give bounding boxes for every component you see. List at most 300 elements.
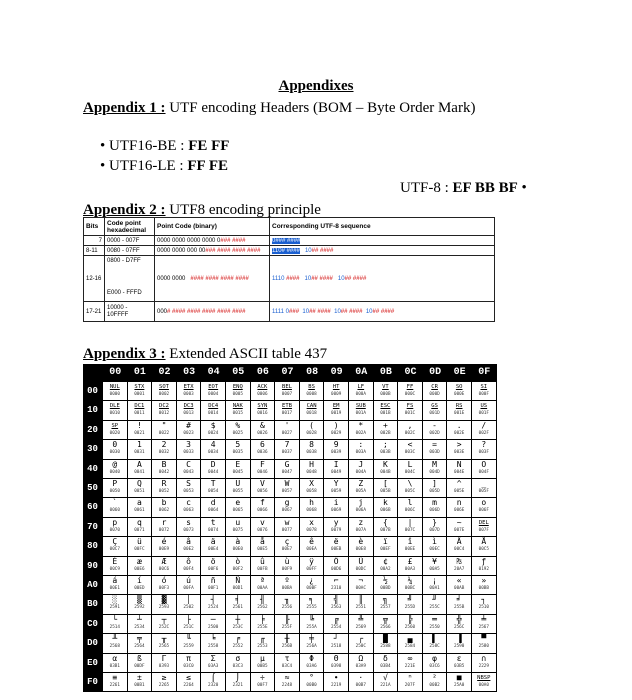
ascii-glyph: y — [333, 517, 339, 527]
ascii-cell — [201, 595, 225, 613]
ascii-code: 001C — [404, 411, 416, 417]
ascii-glyph: CAN — [306, 403, 317, 410]
ascii-cell — [300, 654, 324, 672]
ascii-code: 256C — [454, 624, 465, 630]
ascii-code: 00E8 — [355, 547, 366, 553]
ascii-code: 00F4 — [183, 566, 194, 572]
ascii-cell — [251, 557, 275, 575]
ascii-cell — [275, 615, 299, 633]
ascii-glyph: ▓ — [161, 595, 167, 605]
ascii-cell — [300, 440, 324, 458]
ascii-glyph: ╥ — [161, 634, 167, 644]
ascii-glyph: ö — [210, 556, 216, 566]
ascii-glyph: Ö — [333, 556, 339, 566]
ascii-glyph: Y — [333, 479, 339, 488]
ascii-glyph: P — [112, 479, 118, 488]
ascii-cell — [324, 537, 348, 555]
ascii-glyph: ¬ — [358, 576, 364, 585]
ascii-glyph: ⌡ — [235, 673, 241, 682]
ascii-code: 00A1 — [429, 586, 440, 591]
ascii-cell — [103, 537, 127, 555]
ascii-cell — [275, 634, 299, 652]
ascii-glyph: ü — [136, 537, 142, 547]
ascii-code: 255E — [257, 624, 268, 630]
ascii-cell — [103, 440, 127, 458]
utf8-bom: UTF-8 : EF BB BF • — [400, 180, 527, 196]
ascii-glyph: ╝ — [407, 595, 413, 605]
ascii-code: 251C — [183, 624, 194, 630]
row-header: D0 — [87, 638, 98, 649]
ascii-code: 2555 — [306, 605, 317, 611]
encoding-row — [84, 302, 495, 322]
ascii-glyph: m — [432, 498, 437, 508]
ascii-cell — [152, 615, 176, 633]
ascii-cell — [152, 557, 176, 575]
ascii-glyph: ú — [186, 576, 191, 585]
ascii-code: 2518 — [331, 644, 342, 650]
ascii-code: 2551 — [355, 605, 366, 611]
ascii-code: 2500 — [208, 624, 219, 630]
ascii-code: 0044 — [208, 469, 219, 475]
encoding-header-row — [84, 218, 495, 236]
ascii-code: 0398 — [331, 663, 342, 669]
ascii-code: 006D — [429, 508, 440, 514]
ascii-code: 003C — [404, 450, 416, 456]
ascii-code: 20A7 — [454, 566, 465, 572]
ascii-cell — [177, 518, 201, 536]
ascii-glyph: ⌐ — [333, 576, 339, 585]
ascii-cell — [300, 673, 324, 691]
ascii-glyph: DC1 — [134, 403, 145, 410]
ascii-glyph: D — [210, 459, 216, 469]
row-header: E0 — [87, 657, 98, 668]
ascii-cell — [398, 518, 422, 536]
ascii-code: 0004 — [208, 392, 219, 397]
ascii-cell — [324, 421, 348, 439]
ascii-code: 00F1 — [208, 586, 219, 591]
ascii-code: 255A — [306, 624, 317, 630]
ascii-cell — [177, 479, 201, 497]
utf8-encoding-table — [83, 217, 495, 322]
ascii-glyph: α — [112, 653, 118, 663]
ascii-cell — [300, 401, 324, 419]
ascii-glyph: V — [259, 479, 265, 488]
ascii-cell — [374, 673, 398, 691]
ascii-code: 0071 — [134, 527, 145, 533]
ascii-glyph: 5 — [235, 440, 241, 450]
ascii-cell — [447, 498, 471, 516]
ascii-cell — [398, 479, 422, 497]
ascii-cell — [300, 537, 324, 555]
ascii-glyph: ⁿ — [407, 673, 413, 682]
ascii-cell — [349, 595, 373, 613]
ascii-code: 00C7 — [109, 547, 120, 553]
row-header: 80 — [87, 541, 98, 552]
ascii-glyph: £ — [407, 556, 413, 566]
appendix1-label: Appendix 1 : — [83, 100, 166, 116]
ascii-glyph: ╒ — [235, 634, 241, 644]
ascii-code: 005C — [404, 489, 416, 494]
ascii-glyph: ░ — [112, 595, 118, 605]
ascii-cell — [423, 615, 447, 633]
ascii-glyph: ] — [432, 479, 437, 488]
ascii-code: 0013 — [183, 411, 194, 417]
ascii-glyph: @ — [112, 459, 118, 469]
ascii-glyph: ( — [309, 420, 314, 430]
ascii-code: 2584 — [404, 644, 416, 650]
column-header: 0A — [355, 367, 368, 378]
ascii-code: 0025 — [232, 430, 243, 436]
row-header: 60 — [87, 502, 98, 513]
ascii-cell — [251, 479, 275, 497]
ascii-code: 00B5 — [257, 663, 268, 669]
utf16le-value: FF FE — [187, 158, 229, 174]
ascii-code: 003E — [454, 450, 465, 456]
ascii-glyph: Ç — [112, 537, 118, 547]
ascii-cell — [423, 518, 447, 536]
ascii-glyph: DLE — [109, 403, 120, 410]
ascii-cell — [226, 498, 250, 516]
appendix1-text: UTF encoding Headers (BOM – Byte Order Mark) — [165, 100, 476, 116]
ascii-glyph: I — [333, 459, 339, 469]
ascii-cell — [251, 440, 275, 458]
ascii-glyph: ÿ — [309, 556, 314, 566]
ascii-cell — [349, 498, 373, 516]
ascii-glyph: ┴ — [136, 614, 142, 624]
appendix3-text: Extended ASCII table 437 — [165, 346, 328, 362]
ascii-cell — [128, 421, 152, 439]
ascii-code: 255C — [429, 605, 440, 611]
ascii-glyph: r — [161, 517, 167, 527]
ascii-cell — [374, 615, 398, 633]
ascii-cell — [472, 498, 496, 516]
encoding-row — [84, 236, 495, 246]
ascii-cell — [275, 537, 299, 555]
ascii-glyph: u — [235, 517, 241, 527]
ascii-cell — [374, 654, 398, 672]
ascii-code: 2310 — [331, 586, 342, 591]
ascii-cell — [177, 401, 201, 419]
ascii-cell — [128, 460, 152, 478]
ascii-glyph: ) — [333, 420, 339, 430]
ascii-cell — [103, 401, 127, 419]
ascii-cell — [201, 460, 225, 478]
ascii-cell — [472, 537, 496, 555]
ascii-code: 0075 — [232, 527, 243, 533]
ascii-code: 0007 — [281, 392, 293, 397]
ascii-cell — [226, 595, 250, 613]
appendix3-label: Appendix 3 : — [83, 346, 166, 362]
ascii-glyph: ╢ — [259, 595, 265, 605]
ascii-cell — [374, 498, 398, 516]
ascii-cell — [472, 518, 496, 536]
ascii-glyph: 4 — [210, 440, 216, 450]
utf8-value: EF BB BF — [452, 180, 518, 196]
appendix1-heading — [83, 98, 603, 119]
ascii-glyph: ï — [382, 537, 388, 547]
ascii-code: 007B — [380, 527, 391, 533]
ascii-cell — [103, 576, 127, 594]
ascii-cell — [251, 401, 275, 419]
ascii-glyph: ═ — [432, 614, 437, 624]
ascii-glyph: ì — [432, 537, 437, 547]
ascii-code: 00B0 — [306, 683, 317, 688]
ascii-code: 00BF — [306, 586, 317, 591]
ascii-glyph: â — [186, 537, 191, 547]
header-bits: Bits — [84, 218, 105, 236]
ascii-code: 2552 — [232, 644, 243, 650]
ascii-glyph: : — [358, 440, 364, 450]
ascii-cell — [275, 557, 299, 575]
ascii-code: 2219 — [331, 683, 342, 688]
utf16be-name: UTF16-BE : — [109, 138, 185, 154]
ascii-code: 0039 — [331, 450, 342, 456]
ascii-glyph: Ä — [456, 537, 462, 547]
ascii-code: 0043 — [183, 469, 194, 475]
ascii-code: 00EA — [306, 547, 317, 553]
column-header: 0D — [429, 367, 442, 378]
ascii-cell — [398, 460, 422, 478]
ascii-glyph: æ — [136, 556, 142, 566]
ascii-cell — [423, 401, 447, 419]
ascii-glyph: Φ — [309, 653, 314, 663]
ascii-glyph: K — [382, 459, 388, 469]
appendix2-label: Appendix 2 : — [83, 202, 166, 218]
ascii-glyph: NBSP — [477, 675, 491, 681]
ascii-cell — [226, 421, 250, 439]
ascii-code: 0054 — [208, 489, 219, 494]
ascii-code: 00FC — [134, 547, 145, 553]
ascii-code: 0059 — [331, 489, 342, 494]
ascii-glyph: BS — [308, 384, 315, 390]
ascii-code: 0019 — [331, 411, 342, 417]
ascii-glyph: 0 — [112, 440, 118, 450]
ascii-cell — [423, 460, 447, 478]
ascii-code: 0009 — [331, 392, 342, 397]
ascii-code: 2320 — [208, 683, 219, 688]
ascii-cell — [324, 634, 348, 652]
ascii-glyph: ≤ — [186, 673, 191, 682]
ascii-code: 000E — [454, 392, 465, 397]
ascii-cell — [324, 401, 348, 419]
ascii-glyph: % — [235, 420, 241, 430]
ascii-cell — [152, 421, 176, 439]
column-header: 0C — [404, 367, 417, 378]
ascii-glyph: á — [112, 576, 118, 585]
ascii-glyph: ∞ — [407, 653, 413, 663]
ascii-glyph: ┐ — [481, 595, 487, 605]
ascii-code: 0000 — [109, 392, 120, 397]
ascii-cell — [201, 615, 225, 633]
ascii-code: 00C5 — [478, 547, 489, 553]
ascii-code: 002C — [404, 430, 416, 436]
ascii-cell — [398, 576, 422, 594]
ascii-cell — [398, 673, 422, 691]
ascii-code: 0006 — [257, 392, 268, 397]
ascii-glyph: ┌ — [358, 634, 364, 644]
ascii-glyph: FS — [406, 403, 414, 410]
ascii-code: 0023 — [183, 430, 194, 436]
ascii-glyph: SO — [455, 384, 463, 390]
ascii-cell — [324, 576, 348, 594]
ascii-cell — [152, 537, 176, 555]
ascii-cell — [374, 634, 398, 652]
ascii-code: 00E6 — [134, 566, 145, 572]
ascii-glyph: _ — [481, 479, 487, 488]
appendix3-heading — [83, 344, 603, 365]
ascii-cell — [275, 654, 299, 672]
ascii-code: 005A — [355, 489, 366, 494]
ascii-code: 0031 — [134, 450, 145, 456]
ascii-glyph: BEL — [282, 384, 292, 390]
ascii-cell — [472, 615, 496, 633]
ascii-code: 005E — [454, 489, 465, 494]
ascii-cell — [152, 460, 176, 478]
ascii-cell — [423, 634, 447, 652]
ascii-glyph: < — [407, 440, 413, 450]
ascii-glyph: | — [407, 517, 413, 527]
ascii-glyph: . — [456, 420, 462, 430]
ascii-code: 2229 — [478, 663, 489, 669]
ascii-cell — [472, 576, 496, 594]
ascii-glyph: « — [456, 576, 462, 585]
ascii-glyph: 8 — [309, 440, 314, 450]
ascii-code: 0035 — [232, 450, 243, 456]
ascii-cell — [472, 440, 496, 458]
ascii-glyph: US — [480, 403, 488, 410]
ascii-code: 007A — [355, 527, 366, 533]
column-header: 0E — [453, 367, 466, 378]
ascii-cell — [447, 654, 471, 672]
ascii-cell — [472, 654, 496, 672]
ascii-code: 0034 — [208, 450, 219, 456]
ascii-glyph: ; — [382, 440, 388, 450]
ascii-code: 003F — [478, 450, 489, 456]
ascii-cell — [349, 401, 373, 419]
ascii-cell — [374, 460, 398, 478]
ascii-code: 003D — [429, 450, 440, 456]
ascii-code: 0024 — [208, 430, 219, 436]
ascii-glyph: ├ — [186, 614, 191, 624]
ascii-code: 00C4 — [454, 547, 465, 553]
row-header: C0 — [87, 618, 98, 629]
ascii-glyph: ╡ — [235, 595, 241, 605]
row-header: 00 — [87, 386, 98, 396]
ascii-cell — [177, 557, 201, 575]
ascii-cell — [447, 518, 471, 536]
ascii-code: 00E5 — [257, 547, 268, 553]
ascii-code: 0032 — [158, 450, 170, 456]
ascii-glyph: & — [259, 420, 265, 430]
ascii-code: 002A — [355, 430, 366, 436]
ascii-cell — [349, 518, 373, 536]
ascii-glyph: ╓ — [259, 634, 265, 644]
ascii-glyph: ÷ — [259, 673, 265, 682]
ascii-glyph: Ü — [358, 556, 364, 566]
ascii-cell — [152, 576, 176, 594]
bullet-utf16be: • UTF16-BE : FE FF — [100, 138, 230, 154]
ascii-glyph: ñ — [210, 576, 216, 585]
ascii-cell — [398, 634, 422, 652]
column-header: 00 — [109, 367, 122, 378]
ascii-cell — [128, 557, 152, 575]
ascii-code: 2580 — [478, 644, 489, 650]
ascii-glyph: p — [112, 517, 118, 527]
ascii-code: 0070 — [109, 527, 120, 533]
ascii-cell — [201, 440, 225, 458]
ascii-cell — [275, 460, 299, 478]
ascii-glyph: x — [309, 517, 314, 527]
ascii-code: 006F — [478, 508, 489, 514]
row-header: F0 — [87, 677, 98, 687]
ascii-cell — [177, 634, 201, 652]
ascii-cell — [398, 654, 422, 672]
ascii-glyph: EM — [332, 403, 340, 410]
header-codepoint: Code point hexadecimal — [105, 218, 155, 236]
ascii-cell — [177, 654, 201, 672]
ascii-cell — [251, 518, 275, 536]
ascii-code: 2534 — [134, 624, 145, 630]
ascii-cell — [472, 557, 496, 575]
ascii-glyph: , — [407, 420, 413, 430]
ascii-cell — [447, 421, 471, 439]
ascii-glyph: ¡ — [432, 576, 437, 585]
ascii-glyph: µ — [259, 653, 265, 663]
row-header: 40 — [87, 463, 98, 474]
ascii-code: 00D1 — [232, 586, 243, 591]
ascii-code: 001A — [355, 411, 366, 417]
ascii-code: 2261 — [109, 683, 120, 688]
ascii-code: 00A5 — [429, 566, 440, 572]
ascii-glyph: ╖ — [284, 595, 290, 605]
ascii-cell — [201, 401, 225, 419]
ascii-cell — [152, 634, 176, 652]
ascii-code: 0060 — [109, 508, 120, 514]
appendix2-text: UTF8 encoding principle — [165, 202, 321, 218]
ascii-code: 000C — [404, 392, 416, 397]
ascii-code: 004E — [454, 469, 465, 475]
ascii-glyph: Σ — [210, 653, 216, 663]
column-header: 09 — [330, 367, 343, 378]
ascii-code: 00E9 — [158, 547, 170, 553]
ascii-code: 2562 — [257, 605, 268, 611]
ascii-cell — [251, 460, 275, 478]
ascii-glyph: SI — [480, 384, 488, 390]
ascii-glyph: ó — [161, 576, 167, 585]
binary-cell: 0000 0000 000 00### #### #### #### — [155, 246, 270, 256]
ascii-glyph: T — [210, 479, 216, 488]
ascii-cell — [349, 557, 373, 575]
ascii-code: 0061 — [134, 508, 145, 514]
ascii-glyph: U — [235, 479, 241, 488]
ascii-code: 2502 — [183, 605, 194, 611]
column-header: 05 — [232, 367, 245, 378]
ascii-glyph: J — [358, 459, 364, 469]
ascii-glyph: 2 — [161, 440, 167, 450]
column-header: 0F — [478, 367, 491, 378]
row-header: 20 — [87, 424, 98, 435]
ascii-glyph: ┘ — [333, 634, 339, 644]
ascii-code: 0040 — [109, 469, 120, 475]
ascii-cell — [251, 673, 275, 691]
ascii-cell — [423, 557, 447, 575]
ascii-cell — [374, 557, 398, 575]
ascii-glyph: █ — [382, 634, 388, 644]
ascii-code: 0058 — [306, 489, 317, 494]
ascii-glyph: FF — [406, 384, 414, 390]
ascii-glyph: W — [284, 479, 290, 488]
ascii-cell — [103, 595, 127, 613]
